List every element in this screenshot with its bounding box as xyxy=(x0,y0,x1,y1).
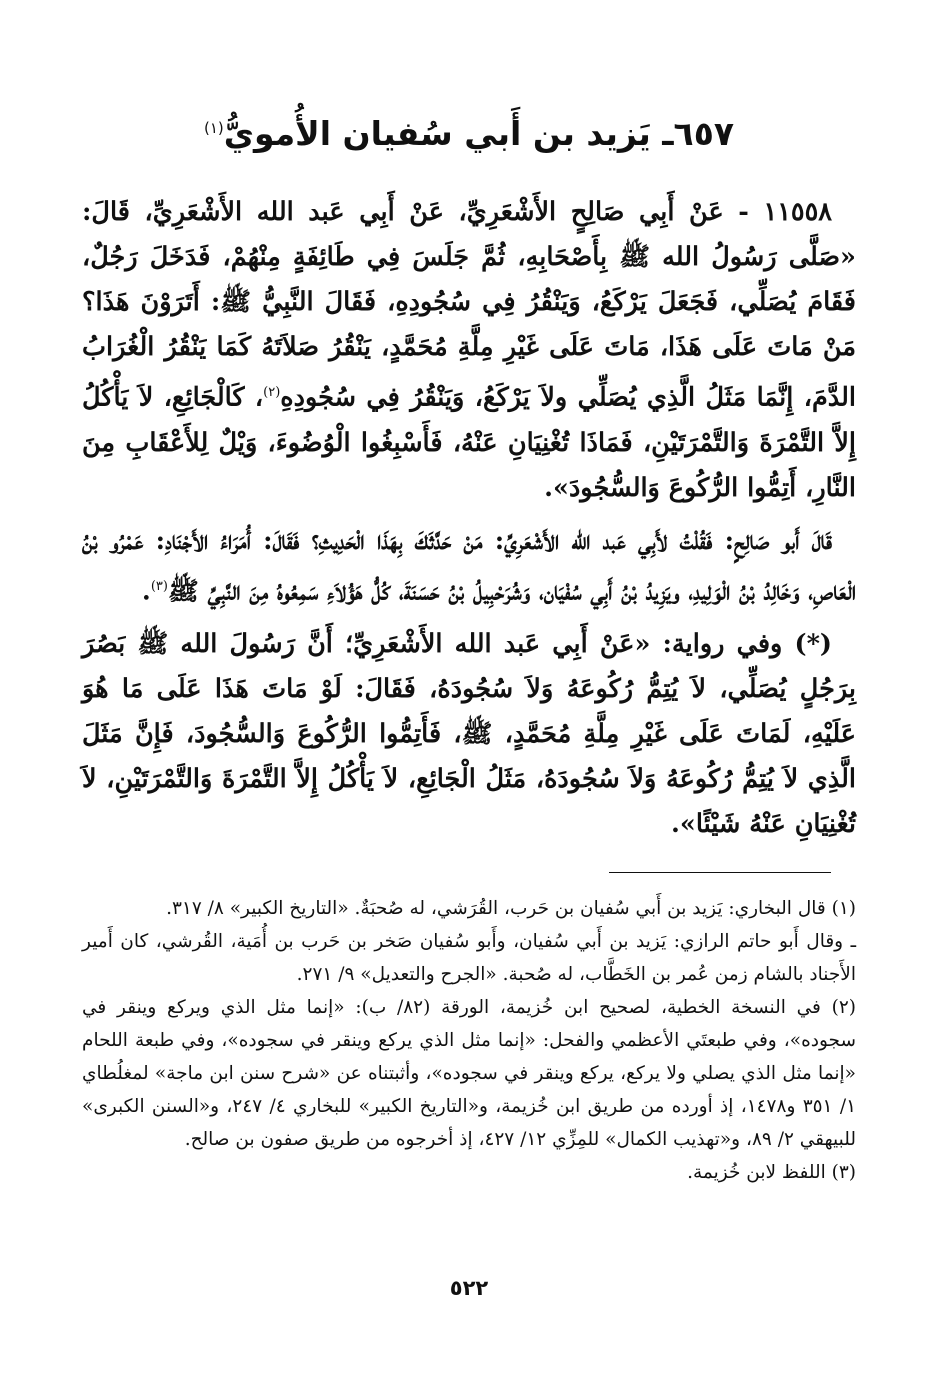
footnote-ref-2: (٢) xyxy=(263,385,281,400)
hadith-body xyxy=(82,190,856,847)
section-title xyxy=(100,100,838,162)
page-number: ٥٢٢ xyxy=(449,1276,489,1300)
footnotes xyxy=(82,892,856,1189)
hadith-p3-text: (*) وفي رواية: «عَنْ أَبِي عَبد الله الأَشْعَرِيِّ؛ أَنَّ رَسُولَ الله ﷺ بَصُرَ بِرَجُلٍ يُصَلِّي، لاَ يُتِمُّ رُكُوعَهُ وَلاَ سُجُودَهُ، فَقَالَ: لَوْ مَاتَ هَذَا عَلَى مَا هُوَ عَلَيْهِ، لَمَاتَ عَلَى غَيْرِ مِلَّةِ مُحَمَّدٍ، ﷺ، فَأَتِمُّوا الرُّكُوعَ وَالسُّجُودَ، فَإِنَّ مَثَلَ الَّذِي لاَ يُتِمُّ رُكُوعَهُ وَلاَ سُجُودَهُ، مَثَلُ الْجَائِعِ، لاَ يَأْكُلُ إِلاَّ التَّمْرَةَ وَالتَّمْرَتَيْنِ، لاَ تُغْنِيَانِ عَنْهُ شَيْئًا». xyxy=(82,629,856,839)
footnote-ref-3: (٣) xyxy=(150,578,168,594)
hadith-p1-end: ، كَالْجَائِعِ، لاَ يَأْكُلُ إِلاَّ التَّمْرَةَ وَالتَّمْرَتَيْنِ، فَمَاذَا تُغْنِيَانِ عَنْهُ، فَأَسْبِغُوا الْوُضُوءَ، وَيْلٌ لِلأَعْقَابِ مِنَ النَّارِ، أَتِمُّوا الرُّكُوعَ وَالسُّجُودَ». xyxy=(82,382,856,503)
title-footnote-ref: (١) xyxy=(204,119,224,137)
hadith-p1-text: ١١٥٥٨ - عَنْ أَبِي صَالِحٍ الأَشْعَرِيِّ، عَنْ أَبِي عَبد الله الأَشْعَرِيِّ، قَالَ: «صَلَّى رَسُولُ الله ﷺ بِأَصْحَابِهِ، ثُمَّ جَلَسَ فِي طَائِفَةٍ مِنْهُمْ، فَدَخَلَ رَجُلٌ، فَقَامَ يُصَلِّي، فَجَعَلَ يَرْكَعُ، وَيَنْقُرُ فِي سُجُودِهِ، فَقَالَ النَّبِيُّ ﷺ: أَتَرَوْنَ هَذَا؟ مَنْ مَاتَ عَلَى هَذَا، مَاتَ عَلَى غَيْرِ مِلَّةِ مُحَمَّدٍ، يَنْقُرُ صَلاَتَهُ كَمَا يَنْقُرُ الْغُرَابُ الدَّمَ، إِنَّمَا مَثَلُ الَّذِي يُصَلِّي ولاَ يَرْكَعُ، وَيَنْقُرُ فِي سُجُودِهِ xyxy=(82,197,856,413)
footnote-2: (٢) في النسخة الخطية، لصحيح ابن خُزيمة، الورقة (٨٢/ ب): «إنما مثل الذي ويركع وينقر في سجوده»، وفي طبعتَي الأعظمي والفحل: «إنما مثل الذي يركع وينقر في سجوده»، وفي طبعة اللحام «إنما مثل الذي يصلي ولا يركع، يركع وينقر في سجوده»، وأثبتناه عن «شرح سنن ابن ماجة» لمغلُطاي ١/ ٣٥١ و١٤٧٨، إذ أورده من طريق ابن خُزيمة، و«التاريخ الكبير» للبخاري ٤/ ٢٤٧، و«السنن الكبرى» للبيهقي ٢/ ٨٩، و«تهذيب الكمال» للمِزِّي ١٢/ ٤٢٧، إذ أخرجوه من طريق صفون بن صالح. xyxy=(82,997,856,1150)
footnote-divider xyxy=(609,872,831,873)
hadith-paragraph-1 xyxy=(82,190,856,511)
footnote-3: (٣) اللفظ لابن خُزيمة. xyxy=(687,1162,856,1183)
hadith-p2-end: . xyxy=(141,576,151,606)
hadith-p2-text: قَالَ أَبو صَالِحٍ: فَقُلْتُ لأَبِي عَبد الله الأَشْعَرِيِّ: مَنْ حَدَّثَكَ بِهَذَا الْحَدِيثِ؟ فَقَالَ: أُمَرَاءُ الأَجْنَادِ: عَمْرُو بْنُ الْعَاصِ، وَخَالِدُ بْنُ الْوَلِيدِ، ويَزِيدُ بْنُ أَبِي سُفْيَان، وَشُرَحْبِيلُ بْنُ حَسَنَةَ، كُلُّ هَؤُلاَءِ سَمِعُوهُ مِنَ النَّبِيِّ ﷺ xyxy=(82,525,856,606)
footnote-1: (١) قال البخاري: يَزيد بن أَبي سُفيان بن حَرب، القُرَشي، له صُحبَةٌ. «التاريخ الكبير» ٨/ ٣١٧. xyxy=(166,898,856,919)
footnote-1-continued: ـ وقال أَبو حاتم الرازي: يَزيد بن أَبي سُفيان، وأَبو سُفيان صَخر بن حَرب بن أُمَية، القُرشي، كان أَمير الأَجناد بالشام زمن عُمر بن الخَطَّاب، له صُحبة. «الجرح والتعديل» ٩/ ٢٧١. xyxy=(82,931,856,985)
hadith-paragraph-2 xyxy=(82,519,856,615)
title-text: ٦٥٧ـ يَزيد بن أَبي سُفيان الأُمويُّ xyxy=(223,114,734,153)
hadith-paragraph-3 xyxy=(82,622,856,847)
